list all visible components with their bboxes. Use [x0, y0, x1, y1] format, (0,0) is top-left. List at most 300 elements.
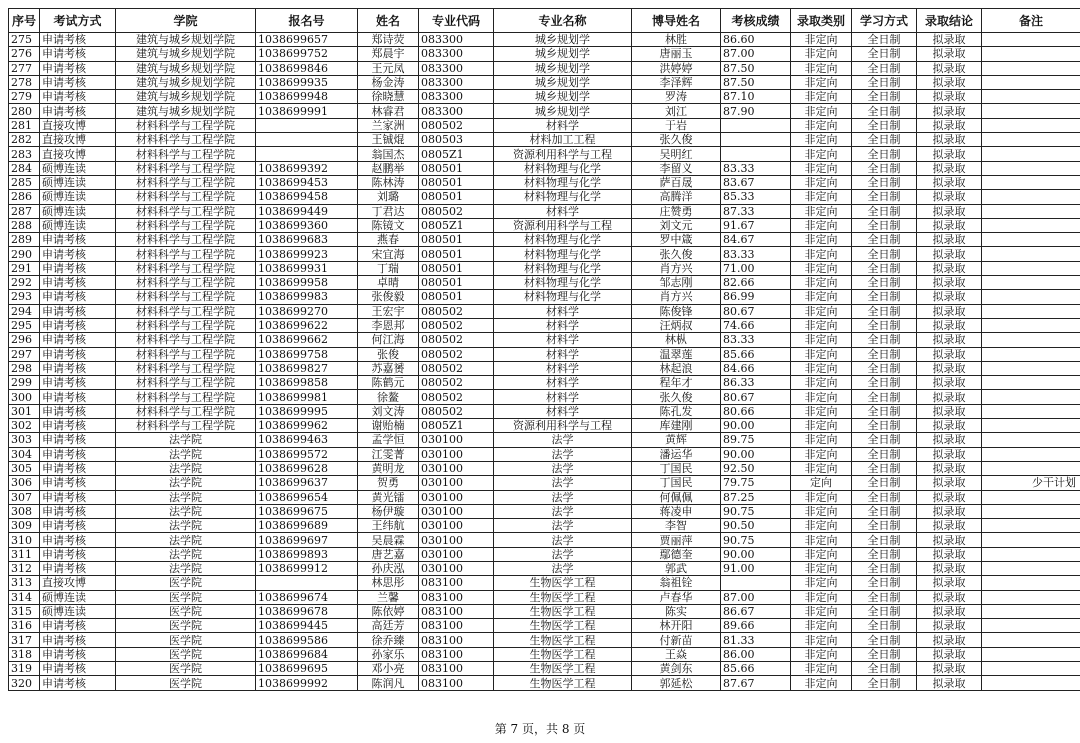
cell-category: 非定向: [791, 118, 852, 132]
cell-category: 非定向: [791, 175, 852, 189]
cell-major-name: 材料物理与化学: [494, 161, 632, 175]
table-row: [9, 75, 1080, 89]
cell-score: 81.33: [721, 633, 791, 647]
cell-study-mode: 全日制: [852, 647, 917, 661]
cell-category: 非定向: [791, 75, 852, 89]
cell-college: 法学院: [116, 547, 256, 561]
table-row: [9, 175, 1080, 189]
cell-study-mode: 全日制: [852, 447, 917, 461]
cell-name: 何江海: [358, 333, 419, 347]
cell-category: 非定向: [791, 218, 852, 232]
cell-advisor: 庄赞勇: [632, 204, 721, 218]
cell-major-code: 0805Z1: [419, 147, 494, 161]
cell-reg-no: 1038699270: [256, 304, 358, 318]
cell-advisor: 高腾洋: [632, 190, 721, 204]
cell-major-code: 083300: [419, 47, 494, 61]
cell-exam-type: 申请考核: [40, 561, 116, 575]
cell-score: 83.33: [721, 333, 791, 347]
cell-conclusion: 拟录取: [917, 619, 982, 633]
cell-category: 非定向: [791, 404, 852, 418]
cell-remark: [982, 318, 1080, 332]
cell-major-name: 城乡规划学: [494, 104, 632, 118]
cell-advisor: 陈实: [632, 604, 721, 618]
cell-major-name: 城乡规划学: [494, 90, 632, 104]
cell-conclusion: 拟录取: [917, 290, 982, 304]
cell-reg-no: 1038699958: [256, 276, 358, 290]
table-row: [9, 361, 1080, 375]
cell-reg-no: 1038699689: [256, 519, 358, 533]
table-row: [9, 547, 1080, 561]
cell-college: 法学院: [116, 447, 256, 461]
cell-reg-no: 1038699654: [256, 490, 358, 504]
cell-reg-no: 1038699453: [256, 175, 358, 189]
cell-major-name: 法学: [494, 433, 632, 447]
cell-advisor: 洪婷婷: [632, 61, 721, 75]
cell-advisor: 李留义: [632, 161, 721, 175]
cell-study-mode: 全日制: [852, 590, 917, 604]
cell-remark: [982, 104, 1080, 118]
cell-advisor: 林胜: [632, 33, 721, 47]
table-row: [9, 347, 1080, 361]
cell-advisor: 潘运华: [632, 447, 721, 461]
cell-score: 80.67: [721, 304, 791, 318]
cell-major-name: 材料物理与化学: [494, 233, 632, 247]
cell-score: 86.99: [721, 290, 791, 304]
cell-major-code: 083100: [419, 676, 494, 690]
cell-remark: [982, 276, 1080, 290]
cell-study-mode: 全日制: [852, 233, 917, 247]
cell-major-name: 材料学: [494, 390, 632, 404]
cell-reg-no: 1038699445: [256, 619, 358, 633]
cell-conclusion: 拟录取: [917, 361, 982, 375]
cell-conclusion: 拟录取: [917, 504, 982, 518]
cell-major-name: 材料学: [494, 376, 632, 390]
cell-major-code: 083300: [419, 104, 494, 118]
cell-exam-type: 申请考核: [40, 519, 116, 533]
cell-remark: [982, 533, 1080, 547]
cell-category: 非定向: [791, 561, 852, 575]
cell-exam-type: 申请考核: [40, 647, 116, 661]
cell-reg-no: 1038699572: [256, 447, 358, 461]
cell-name: 兰馨: [358, 590, 419, 604]
cell-remark: [982, 261, 1080, 275]
cell-name: 江雯菁: [358, 447, 419, 461]
cell-advisor: 于岩: [632, 118, 721, 132]
cell-remark: [982, 647, 1080, 661]
cell-seq: 317: [9, 633, 40, 647]
cell-major-code: 083100: [419, 590, 494, 604]
cell-major-code: 080501: [419, 247, 494, 261]
cell-score: 89.75: [721, 433, 791, 447]
cell-reg-no: 1038699458: [256, 190, 358, 204]
cell-remark: [982, 361, 1080, 375]
cell-conclusion: 拟录取: [917, 347, 982, 361]
cell-reg-no: 1038699657: [256, 33, 358, 47]
cell-college: 法学院: [116, 433, 256, 447]
cell-advisor: 郭延松: [632, 676, 721, 690]
cell-study-mode: 全日制: [852, 104, 917, 118]
cell-reg-no: 1038699392: [256, 161, 358, 175]
cell-college: 医学院: [116, 633, 256, 647]
table-row: [9, 147, 1080, 161]
cell-name: 杨伊璇: [358, 504, 419, 518]
table-header-row: [9, 9, 1080, 33]
cell-conclusion: 拟录取: [917, 561, 982, 575]
cell-conclusion: 拟录取: [917, 676, 982, 690]
cell-seq: 279: [9, 90, 40, 104]
cell-conclusion: 拟录取: [917, 433, 982, 447]
cell-seq: 281: [9, 118, 40, 132]
cell-exam-type: 申请考核: [40, 318, 116, 332]
cell-exam-type: 直接攻博: [40, 118, 116, 132]
cell-conclusion: 拟录取: [917, 604, 982, 618]
cell-advisor: 贾丽萍: [632, 533, 721, 547]
cell-conclusion: 拟录取: [917, 61, 982, 75]
cell-major-code: 080502: [419, 333, 494, 347]
cell-category: 非定向: [791, 547, 852, 561]
cell-college: 材料科学与工程学院: [116, 290, 256, 304]
cell-seq: 292: [9, 276, 40, 290]
cell-major-name: 法学: [494, 547, 632, 561]
cell-advisor: 罗涛: [632, 90, 721, 104]
cell-conclusion: 拟录取: [917, 33, 982, 47]
cell-reg-no: 1038699662: [256, 333, 358, 347]
cell-major-name: 资源利用科学与工程: [494, 218, 632, 232]
cell-score: 90.00: [721, 419, 791, 433]
cell-conclusion: 拟录取: [917, 662, 982, 676]
cell-major-name: 材料物理与化学: [494, 261, 632, 275]
cell-major-name: 材料物理与化学: [494, 247, 632, 261]
cell-study-mode: 全日制: [852, 419, 917, 433]
cell-study-mode: 全日制: [852, 175, 917, 189]
cell-category: 非定向: [791, 318, 852, 332]
cell-conclusion: 拟录取: [917, 75, 982, 89]
cell-name: 张俊: [358, 347, 419, 361]
cell-conclusion: 拟录取: [917, 133, 982, 147]
cell-seq: 275: [9, 33, 40, 47]
cell-seq: 307: [9, 490, 40, 504]
table-row: [9, 133, 1080, 147]
cell-remark: [982, 547, 1080, 561]
cell-conclusion: 拟录取: [917, 190, 982, 204]
cell-study-mode: 全日制: [852, 204, 917, 218]
table-row: [9, 504, 1080, 518]
cell-exam-type: 申请考核: [40, 404, 116, 418]
cell-advisor: 陈孔发: [632, 404, 721, 418]
cell-name: 燕春: [358, 233, 419, 247]
cell-category: 非定向: [791, 290, 852, 304]
cell-major-name: 材料学: [494, 404, 632, 418]
cell-score: 87.25: [721, 490, 791, 504]
cell-seq: 286: [9, 190, 40, 204]
cell-conclusion: 拟录取: [917, 233, 982, 247]
cell-major-code: 080501: [419, 233, 494, 247]
cell-advisor: 肖方兴: [632, 261, 721, 275]
cell-reg-no: 1038699628: [256, 461, 358, 475]
cell-category: 非定向: [791, 204, 852, 218]
cell-major-code: 030100: [419, 476, 494, 490]
cell-category: 非定向: [791, 576, 852, 590]
cell-category: 非定向: [791, 662, 852, 676]
cell-major-code: 080501: [419, 261, 494, 275]
cell-advisor: 刘文元: [632, 218, 721, 232]
table-row: [9, 261, 1080, 275]
cell-remark: [982, 118, 1080, 132]
cell-advisor: 付新苗: [632, 633, 721, 647]
cell-exam-type: 申请考核: [40, 490, 116, 504]
cell-major-code: 030100: [419, 561, 494, 575]
cell-major-name: 材料物理与化学: [494, 175, 632, 189]
cell-major-code: 080503: [419, 133, 494, 147]
cell-remark: [982, 333, 1080, 347]
cell-category: 非定向: [791, 247, 852, 261]
cell-remark: [982, 604, 1080, 618]
col-header-exam-type: 考试方式: [40, 9, 116, 33]
table-row: [9, 333, 1080, 347]
cell-category: 非定向: [791, 90, 852, 104]
cell-major-name: 生物医学工程: [494, 604, 632, 618]
col-header-major-name: 专业名称: [494, 9, 632, 33]
cell-advisor: 程年才: [632, 376, 721, 390]
cell-category: 非定向: [791, 604, 852, 618]
cell-name: 张俊毅: [358, 290, 419, 304]
cell-name: 黄光镭: [358, 490, 419, 504]
cell-exam-type: 申请考核: [40, 419, 116, 433]
cell-major-name: 材料学: [494, 347, 632, 361]
cell-major-name: 材料学: [494, 361, 632, 375]
table-row: [9, 576, 1080, 590]
cell-name: 苏嘉赟: [358, 361, 419, 375]
cell-college: 材料科学与工程学院: [116, 190, 256, 204]
cell-major-name: 法学: [494, 519, 632, 533]
cell-score: 74.66: [721, 318, 791, 332]
table-row: [9, 590, 1080, 604]
cell-score: 85.66: [721, 662, 791, 676]
table-row: [9, 290, 1080, 304]
cell-advisor: 林起浪: [632, 361, 721, 375]
cell-conclusion: 拟录取: [917, 304, 982, 318]
cell-reg-no: 1038699991: [256, 104, 358, 118]
cell-seq: 302: [9, 419, 40, 433]
cell-major-name: 材料物理与化学: [494, 290, 632, 304]
cell-major-code: 080501: [419, 190, 494, 204]
col-header-major-code: 专业代码: [419, 9, 494, 33]
cell-seq: 319: [9, 662, 40, 676]
cell-conclusion: 拟录取: [917, 118, 982, 132]
cell-remark: [982, 376, 1080, 390]
cell-seq: 314: [9, 590, 40, 604]
cell-score: 87.67: [721, 676, 791, 690]
cell-advisor: 肖方兴: [632, 290, 721, 304]
cell-conclusion: 拟录取: [917, 318, 982, 332]
cell-conclusion: 拟录取: [917, 647, 982, 661]
cell-category: 非定向: [791, 619, 852, 633]
table-row: [9, 161, 1080, 175]
cell-study-mode: 全日制: [852, 404, 917, 418]
cell-reg-no: 1038699697: [256, 533, 358, 547]
cell-name: 林睿君: [358, 104, 419, 118]
cell-exam-type: 硕博连读: [40, 190, 116, 204]
cell-major-code: 080502: [419, 318, 494, 332]
cell-conclusion: 拟录取: [917, 447, 982, 461]
cell-exam-type: 硕博连读: [40, 204, 116, 218]
cell-seq: 282: [9, 133, 40, 147]
col-header-seq: 序号: [9, 9, 40, 33]
cell-name: 王宏宇: [358, 304, 419, 318]
cell-name: 高廷芳: [358, 619, 419, 633]
cell-reg-no: 1038699935: [256, 75, 358, 89]
cell-college: 建筑与城乡规划学院: [116, 61, 256, 75]
cell-study-mode: 全日制: [852, 161, 917, 175]
cell-exam-type: 硕博连读: [40, 218, 116, 232]
cell-exam-type: 申请考核: [40, 61, 116, 75]
cell-major-code: 083100: [419, 662, 494, 676]
table-row: [9, 604, 1080, 618]
cell-exam-type: 申请考核: [40, 376, 116, 390]
cell-study-mode: 全日制: [852, 490, 917, 504]
cell-advisor: 翁祖铨: [632, 576, 721, 590]
cell-name: 王纬航: [358, 519, 419, 533]
cell-exam-type: 申请考核: [40, 333, 116, 347]
cell-score: 90.75: [721, 504, 791, 518]
cell-study-mode: 全日制: [852, 190, 917, 204]
cell-name: 陈林涛: [358, 175, 419, 189]
cell-category: 非定向: [791, 190, 852, 204]
cell-seq: 295: [9, 318, 40, 332]
cell-remark: [982, 47, 1080, 61]
cell-major-name: 城乡规划学: [494, 33, 632, 47]
cell-name: 林思彤: [358, 576, 419, 590]
cell-major-name: 生物医学工程: [494, 576, 632, 590]
cell-reg-no: [256, 147, 358, 161]
cell-remark: [982, 290, 1080, 304]
cell-score: 87.50: [721, 75, 791, 89]
cell-score: 86.60: [721, 33, 791, 47]
cell-major-code: 083300: [419, 75, 494, 89]
cell-major-name: 生物医学工程: [494, 619, 632, 633]
cell-exam-type: 申请考核: [40, 447, 116, 461]
cell-score: 92.50: [721, 461, 791, 475]
cell-advisor: 温翠莲: [632, 347, 721, 361]
cell-score: 90.75: [721, 533, 791, 547]
cell-major-code: 080502: [419, 347, 494, 361]
cell-name: 李恩邦: [358, 318, 419, 332]
table-row: [9, 47, 1080, 61]
cell-remark: [982, 490, 1080, 504]
cell-conclusion: 拟录取: [917, 161, 982, 175]
cell-seq: 298: [9, 361, 40, 375]
table-row: [9, 461, 1080, 475]
cell-reg-no: 1038699463: [256, 433, 358, 447]
cell-study-mode: 全日制: [852, 318, 917, 332]
cell-major-name: 材料物理与化学: [494, 190, 632, 204]
cell-category: 非定向: [791, 519, 852, 533]
cell-reg-no: [256, 133, 358, 147]
cell-college: 材料科学与工程学院: [116, 276, 256, 290]
cell-conclusion: 拟录取: [917, 104, 982, 118]
cell-college: 材料科学与工程学院: [116, 218, 256, 232]
cell-seq: 315: [9, 604, 40, 618]
cell-major-name: 法学: [494, 504, 632, 518]
cell-name: 黄明龙: [358, 461, 419, 475]
cell-college: 材料科学与工程学院: [116, 390, 256, 404]
cell-exam-type: 硕博连读: [40, 175, 116, 189]
cell-advisor: 刘江: [632, 104, 721, 118]
cell-major-name: 生物医学工程: [494, 647, 632, 661]
cell-major-code: 080502: [419, 204, 494, 218]
cell-advisor: 张久俊: [632, 247, 721, 261]
cell-remark: [982, 204, 1080, 218]
cell-advisor: 吴明红: [632, 147, 721, 161]
cell-conclusion: 拟录取: [917, 333, 982, 347]
cell-college: 材料科学与工程学院: [116, 333, 256, 347]
cell-exam-type: 申请考核: [40, 90, 116, 104]
cell-remark: [982, 447, 1080, 461]
cell-college: 医学院: [116, 576, 256, 590]
cell-name: 翁国杰: [358, 147, 419, 161]
cell-name: 杨金涛: [358, 75, 419, 89]
cell-study-mode: 全日制: [852, 519, 917, 533]
cell-college: 材料科学与工程学院: [116, 376, 256, 390]
cell-college: 法学院: [116, 504, 256, 518]
cell-reg-no: 1038699912: [256, 561, 358, 575]
cell-study-mode: 全日制: [852, 247, 917, 261]
cell-seq: 308: [9, 504, 40, 518]
cell-conclusion: 拟录取: [917, 90, 982, 104]
cell-major-code: 080501: [419, 175, 494, 189]
cell-college: 建筑与城乡规划学院: [116, 90, 256, 104]
cell-conclusion: 拟录取: [917, 276, 982, 290]
cell-category: 非定向: [791, 147, 852, 161]
cell-score: [721, 118, 791, 132]
col-header-advisor: 博导姓名: [632, 9, 721, 33]
cell-conclusion: 拟录取: [917, 47, 982, 61]
cell-exam-type: 申请考核: [40, 461, 116, 475]
cell-major-code: 083100: [419, 619, 494, 633]
cell-name: 徐鳌: [358, 390, 419, 404]
cell-major-name: 材料学: [494, 118, 632, 132]
cell-category: 非定向: [791, 104, 852, 118]
cell-category: 非定向: [791, 47, 852, 61]
cell-advisor: 蒋凌申: [632, 504, 721, 518]
cell-name: 吴晨霖: [358, 533, 419, 547]
table-row: [9, 447, 1080, 461]
cell-college: 建筑与城乡规划学院: [116, 104, 256, 118]
cell-exam-type: 申请考核: [40, 247, 116, 261]
cell-college: 材料科学与工程学院: [116, 347, 256, 361]
cell-reg-no: 1038699846: [256, 61, 358, 75]
cell-college: 法学院: [116, 561, 256, 575]
cell-exam-type: 申请考核: [40, 290, 116, 304]
cell-major-name: 法学: [494, 561, 632, 575]
cell-exam-type: 申请考核: [40, 347, 116, 361]
cell-remark: [982, 561, 1080, 575]
cell-major-name: 材料学: [494, 333, 632, 347]
cell-reg-no: 1038699992: [256, 676, 358, 690]
cell-remark: [982, 147, 1080, 161]
cell-score: [721, 147, 791, 161]
cell-advisor: 汪炳叔: [632, 318, 721, 332]
cell-reg-no: 1038699684: [256, 647, 358, 661]
cell-exam-type: 直接攻博: [40, 133, 116, 147]
cell-study-mode: 全日制: [852, 218, 917, 232]
table-row: [9, 676, 1080, 690]
cell-study-mode: 全日制: [852, 662, 917, 676]
cell-major-name: 生物医学工程: [494, 633, 632, 647]
cell-remark: [982, 175, 1080, 189]
cell-advisor: 李泽辉: [632, 75, 721, 89]
cell-name: 陈镜文: [358, 218, 419, 232]
